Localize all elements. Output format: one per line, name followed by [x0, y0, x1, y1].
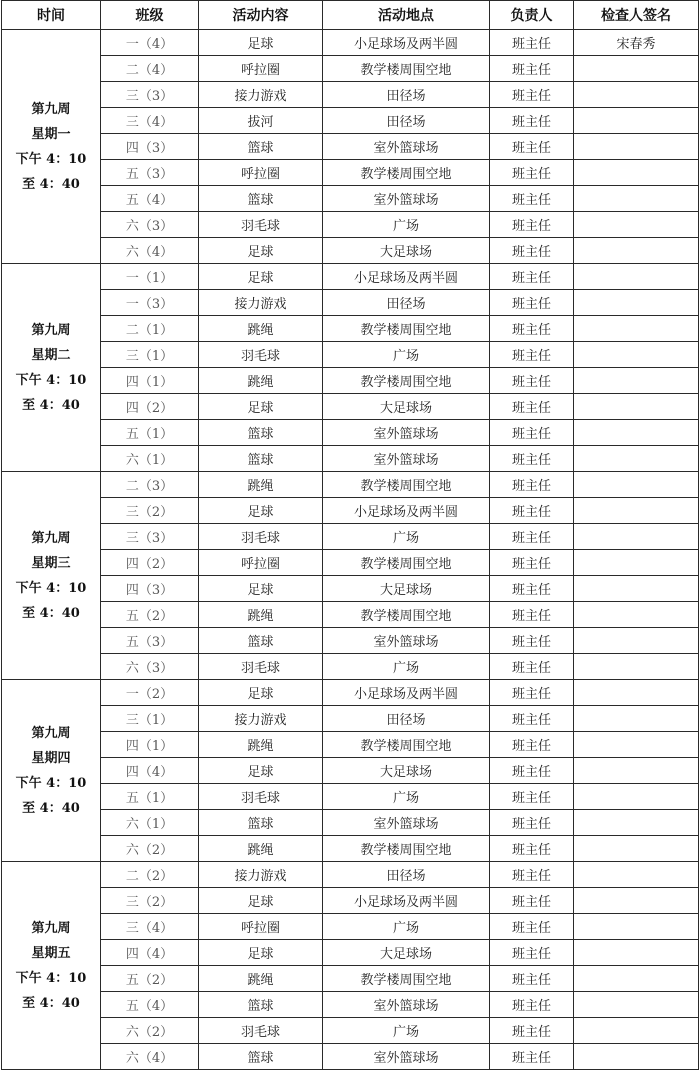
- location-cell: 大足球场: [323, 940, 490, 966]
- location-cell: 室外篮球场: [323, 134, 490, 160]
- person-cell: 班主任: [490, 420, 574, 446]
- signature-cell: [574, 1044, 699, 1070]
- time-line: 第九周: [31, 322, 71, 338]
- activity-cell: 跳绳: [199, 368, 323, 394]
- person-cell: 班主任: [490, 264, 574, 290]
- location-cell: 广场: [323, 784, 490, 810]
- class-cell: 一（1）: [101, 264, 199, 290]
- signature-cell: [574, 160, 699, 186]
- class-cell: 五（4）: [101, 186, 199, 212]
- time-line: 下午 4：10: [15, 775, 87, 791]
- activity-cell: 跳绳: [199, 732, 323, 758]
- class-cell: 三（4）: [101, 108, 199, 134]
- location-cell: 小足球场及两半圆: [323, 680, 490, 706]
- location-cell: 室外篮球场: [323, 992, 490, 1018]
- table-row: [2, 1044, 699, 1070]
- class-cell: 三（1）: [101, 706, 199, 732]
- signature-cell: [574, 368, 699, 394]
- header-activity: 活动内容: [199, 1, 323, 30]
- table-row: [2, 680, 699, 706]
- class-cell: 六（4）: [101, 238, 199, 264]
- table-row: [2, 30, 699, 56]
- activity-cell: 羽毛球: [199, 524, 323, 550]
- person-cell: 班主任: [490, 732, 574, 758]
- signature-cell: [574, 888, 699, 914]
- person-cell: 班主任: [490, 524, 574, 550]
- location-cell: 田径场: [323, 82, 490, 108]
- time-line: 星期三: [31, 555, 71, 571]
- activity-cell: 羽毛球: [199, 654, 323, 680]
- table-row: [2, 628, 699, 654]
- signature-cell: [574, 992, 699, 1018]
- table-row: [2, 836, 699, 862]
- signature-cell: [574, 1018, 699, 1044]
- location-cell: 广场: [323, 1018, 490, 1044]
- person-cell: 班主任: [490, 654, 574, 680]
- activity-cell: 足球: [199, 394, 323, 420]
- activity-cell: 羽毛球: [199, 342, 323, 368]
- person-cell: 班主任: [490, 1044, 574, 1070]
- time-cell: [2, 30, 101, 264]
- activity-cell: 足球: [199, 30, 323, 56]
- location-cell: 室外篮球场: [323, 810, 490, 836]
- location-cell: 大足球场: [323, 394, 490, 420]
- person-cell: 班主任: [490, 108, 574, 134]
- activity-cell: 足球: [199, 758, 323, 784]
- person-cell: 班主任: [490, 394, 574, 420]
- location-cell: 教学楼周围空地: [323, 550, 490, 576]
- signature-cell: [574, 524, 699, 550]
- location-cell: 小足球场及两半圆: [323, 498, 490, 524]
- time-line: 下午 4：10: [15, 970, 87, 986]
- person-cell: 班主任: [490, 212, 574, 238]
- location-cell: 教学楼周围空地: [323, 602, 490, 628]
- location-cell: 大足球场: [323, 576, 490, 602]
- location-cell: 教学楼周围空地: [323, 160, 490, 186]
- activity-cell: 足球: [199, 888, 323, 914]
- signature-cell: [574, 862, 699, 888]
- time-line: 第九周: [31, 530, 71, 546]
- header-location: 活动地点: [323, 1, 490, 30]
- location-cell: 田径场: [323, 862, 490, 888]
- person-cell: 班主任: [490, 966, 574, 992]
- table-row: [2, 576, 699, 602]
- time-cell: [2, 472, 101, 680]
- signature-cell: [574, 186, 699, 212]
- class-cell: 三（1）: [101, 342, 199, 368]
- person-cell: 班主任: [490, 316, 574, 342]
- person-cell: 班主任: [490, 914, 574, 940]
- class-cell: 五（1）: [101, 420, 199, 446]
- activity-cell: 篮球: [199, 420, 323, 446]
- person-cell: 班主任: [490, 758, 574, 784]
- table-row: [2, 654, 699, 680]
- signature-cell: [574, 290, 699, 316]
- class-cell: 三（4）: [101, 914, 199, 940]
- class-cell: 一（2）: [101, 680, 199, 706]
- signature-cell: [574, 836, 699, 862]
- class-cell: 六（1）: [101, 810, 199, 836]
- signature-cell: 宋春秀: [574, 30, 699, 56]
- activity-cell: 羽毛球: [199, 784, 323, 810]
- person-cell: 班主任: [490, 238, 574, 264]
- location-cell: 广场: [323, 212, 490, 238]
- signature-cell: [574, 472, 699, 498]
- person-cell: 班主任: [490, 290, 574, 316]
- person-cell: 班主任: [490, 836, 574, 862]
- table-row: [2, 264, 699, 290]
- table-row: [2, 602, 699, 628]
- location-cell: 广场: [323, 914, 490, 940]
- activity-cell: 篮球: [199, 186, 323, 212]
- class-cell: 五（1）: [101, 784, 199, 810]
- location-cell: 室外篮球场: [323, 1044, 490, 1070]
- activity-cell: 呼拉圈: [199, 56, 323, 82]
- table-row: [2, 888, 699, 914]
- location-cell: 教学楼周围空地: [323, 56, 490, 82]
- person-cell: 班主任: [490, 810, 574, 836]
- person-cell: 班主任: [490, 446, 574, 472]
- class-cell: 二（3）: [101, 472, 199, 498]
- time-line: 至 4：40: [22, 800, 80, 816]
- activity-cell: 足球: [199, 498, 323, 524]
- location-cell: 教学楼周围空地: [323, 966, 490, 992]
- class-cell: 五（3）: [101, 160, 199, 186]
- person-cell: 班主任: [490, 30, 574, 56]
- table-row: [2, 732, 699, 758]
- table-row: [2, 212, 699, 238]
- time-line: 至 4：40: [22, 176, 80, 192]
- activity-cell: 跳绳: [199, 966, 323, 992]
- signature-cell: [574, 342, 699, 368]
- location-cell: 小足球场及两半圆: [323, 888, 490, 914]
- class-cell: 六（2）: [101, 1018, 199, 1044]
- location-cell: 小足球场及两半圆: [323, 264, 490, 290]
- person-cell: 班主任: [490, 576, 574, 602]
- class-cell: 二（4）: [101, 56, 199, 82]
- activity-cell: 拔河: [199, 108, 323, 134]
- activity-cell: 呼拉圈: [199, 160, 323, 186]
- signature-cell: [574, 628, 699, 654]
- signature-cell: [574, 732, 699, 758]
- activity-cell: 跳绳: [199, 602, 323, 628]
- time-line: 下午 4：10: [15, 580, 87, 596]
- signature-cell: [574, 914, 699, 940]
- signature-cell: [574, 550, 699, 576]
- class-cell: 四（3）: [101, 576, 199, 602]
- time-line: 第九周: [31, 101, 71, 117]
- time-line: 星期四: [31, 750, 71, 766]
- table-row: [2, 966, 699, 992]
- table-row: [2, 108, 699, 134]
- person-cell: 班主任: [490, 498, 574, 524]
- class-cell: 四（3）: [101, 134, 199, 160]
- class-cell: 三（3）: [101, 82, 199, 108]
- activity-cell: 篮球: [199, 810, 323, 836]
- activity-cell: 篮球: [199, 628, 323, 654]
- table-row: [2, 472, 699, 498]
- time-line: 下午 4：10: [15, 151, 87, 167]
- activity-cell: 羽毛球: [199, 212, 323, 238]
- class-cell: 二（1）: [101, 316, 199, 342]
- table-row: [2, 706, 699, 732]
- activity-cell: 跳绳: [199, 836, 323, 862]
- time-cell: [2, 862, 101, 1070]
- class-cell: 五（2）: [101, 966, 199, 992]
- class-cell: 六（3）: [101, 212, 199, 238]
- class-cell: 二（2）: [101, 862, 199, 888]
- location-cell: 广场: [323, 342, 490, 368]
- signature-cell: [574, 602, 699, 628]
- person-cell: 班主任: [490, 680, 574, 706]
- location-cell: 教学楼周围空地: [323, 316, 490, 342]
- time-cell: [2, 680, 101, 862]
- class-cell: 四（2）: [101, 550, 199, 576]
- header-time: 时间: [2, 1, 101, 30]
- table-row: [2, 784, 699, 810]
- location-cell: 教学楼周围空地: [323, 472, 490, 498]
- activity-cell: 足球: [199, 940, 323, 966]
- activity-cell: 篮球: [199, 134, 323, 160]
- time-line: 星期一: [31, 126, 71, 142]
- activity-cell: 篮球: [199, 446, 323, 472]
- person-cell: 班主任: [490, 160, 574, 186]
- signature-cell: [574, 940, 699, 966]
- location-cell: 广场: [323, 654, 490, 680]
- header-class: 班级: [101, 1, 199, 30]
- table-row: [2, 498, 699, 524]
- activity-cell: 篮球: [199, 992, 323, 1018]
- table-row: [2, 446, 699, 472]
- person-cell: 班主任: [490, 1018, 574, 1044]
- location-cell: 大足球场: [323, 238, 490, 264]
- activity-cell: 足球: [199, 238, 323, 264]
- activity-cell: 羽毛球: [199, 1018, 323, 1044]
- person-cell: 班主任: [490, 602, 574, 628]
- activity-cell: 足球: [199, 264, 323, 290]
- location-cell: 大足球场: [323, 758, 490, 784]
- signature-cell: [574, 420, 699, 446]
- class-cell: 四（1）: [101, 368, 199, 394]
- signature-cell: [574, 394, 699, 420]
- class-cell: 六（4）: [101, 1044, 199, 1070]
- signature-cell: [574, 56, 699, 82]
- table-row: [2, 862, 699, 888]
- signature-cell: [574, 82, 699, 108]
- activity-cell: 接力游戏: [199, 862, 323, 888]
- location-cell: 田径场: [323, 108, 490, 134]
- signature-cell: [574, 108, 699, 134]
- signature-cell: [574, 654, 699, 680]
- class-cell: 三（2）: [101, 888, 199, 914]
- class-cell: 六（2）: [101, 836, 199, 862]
- person-cell: 班主任: [490, 628, 574, 654]
- class-cell: 四（4）: [101, 940, 199, 966]
- class-cell: 三（2）: [101, 498, 199, 524]
- signature-cell: [574, 316, 699, 342]
- class-cell: 四（1）: [101, 732, 199, 758]
- person-cell: 班主任: [490, 82, 574, 108]
- table-row: [2, 368, 699, 394]
- header-signature: 检查人签名: [574, 1, 699, 30]
- time-line: 星期五: [31, 945, 71, 961]
- time-line: 至 4：40: [22, 397, 80, 413]
- person-cell: 班主任: [490, 186, 574, 212]
- location-cell: 广场: [323, 524, 490, 550]
- signature-cell: [574, 966, 699, 992]
- activity-cell: 接力游戏: [199, 290, 323, 316]
- person-cell: 班主任: [490, 472, 574, 498]
- location-cell: 教学楼周围空地: [323, 836, 490, 862]
- signature-cell: [574, 784, 699, 810]
- person-cell: 班主任: [490, 368, 574, 394]
- table-row: [2, 160, 699, 186]
- signature-cell: [574, 238, 699, 264]
- class-cell: 六（1）: [101, 446, 199, 472]
- activity-cell: 篮球: [199, 1044, 323, 1070]
- class-cell: 四（4）: [101, 758, 199, 784]
- person-cell: 班主任: [490, 550, 574, 576]
- table-row: [2, 342, 699, 368]
- header-row: [2, 1, 699, 30]
- time-line: 第九周: [31, 920, 71, 936]
- time-line: 至 4：40: [22, 995, 80, 1011]
- time-line: 至 4：40: [22, 605, 80, 621]
- activity-cell: 足球: [199, 680, 323, 706]
- person-cell: 班主任: [490, 706, 574, 732]
- class-cell: 一（4）: [101, 30, 199, 56]
- table-row: [2, 992, 699, 1018]
- signature-cell: [574, 498, 699, 524]
- activity-cell: 跳绳: [199, 316, 323, 342]
- person-cell: 班主任: [490, 342, 574, 368]
- table-row: [2, 810, 699, 836]
- table-row: [2, 134, 699, 160]
- signature-cell: [574, 212, 699, 238]
- location-cell: 室外篮球场: [323, 420, 490, 446]
- class-cell: 一（3）: [101, 290, 199, 316]
- table-row: [2, 82, 699, 108]
- signature-cell: [574, 680, 699, 706]
- signature-cell: [574, 446, 699, 472]
- person-cell: 班主任: [490, 784, 574, 810]
- time-line: 星期二: [31, 347, 71, 363]
- location-cell: 室外篮球场: [323, 628, 490, 654]
- table-row: [2, 186, 699, 212]
- signature-cell: [574, 810, 699, 836]
- activity-cell: 接力游戏: [199, 82, 323, 108]
- person-cell: 班主任: [490, 888, 574, 914]
- time-cell: [2, 264, 101, 472]
- signature-cell: [574, 576, 699, 602]
- schedule-body: [2, 30, 699, 1070]
- activity-cell: 足球: [199, 576, 323, 602]
- table-row: [2, 758, 699, 784]
- activity-cell: 呼拉圈: [199, 914, 323, 940]
- person-cell: 班主任: [490, 940, 574, 966]
- person-cell: 班主任: [490, 862, 574, 888]
- class-cell: 五（4）: [101, 992, 199, 1018]
- activity-cell: 接力游戏: [199, 706, 323, 732]
- signature-cell: [574, 758, 699, 784]
- table-row: [2, 316, 699, 342]
- class-cell: 六（3）: [101, 654, 199, 680]
- class-cell: 五（2）: [101, 602, 199, 628]
- class-cell: 三（3）: [101, 524, 199, 550]
- class-cell: 五（3）: [101, 628, 199, 654]
- activity-cell: 呼拉圈: [199, 550, 323, 576]
- person-cell: 班主任: [490, 56, 574, 82]
- table-row: [2, 524, 699, 550]
- location-cell: 田径场: [323, 290, 490, 316]
- location-cell: 教学楼周围空地: [323, 368, 490, 394]
- signature-cell: [574, 264, 699, 290]
- table-row: [2, 420, 699, 446]
- location-cell: 室外篮球场: [323, 446, 490, 472]
- table-row: [2, 914, 699, 940]
- location-cell: 教学楼周围空地: [323, 732, 490, 758]
- class-cell: 四（2）: [101, 394, 199, 420]
- schedule-table: [1, 0, 699, 1070]
- table-row: [2, 550, 699, 576]
- location-cell: 小足球场及两半圆: [323, 30, 490, 56]
- table-row: [2, 1018, 699, 1044]
- table-row: [2, 56, 699, 82]
- table-row: [2, 940, 699, 966]
- location-cell: 室外篮球场: [323, 186, 490, 212]
- time-line: 第九周: [31, 725, 71, 741]
- table-row: [2, 238, 699, 264]
- time-line: 下午 4：10: [15, 372, 87, 388]
- header-person: 负责人: [490, 1, 574, 30]
- table-row: [2, 394, 699, 420]
- signature-cell: [574, 706, 699, 732]
- signature-cell: [574, 134, 699, 160]
- person-cell: 班主任: [490, 134, 574, 160]
- activity-cell: 跳绳: [199, 472, 323, 498]
- table-row: [2, 290, 699, 316]
- person-cell: 班主任: [490, 992, 574, 1018]
- location-cell: 田径场: [323, 706, 490, 732]
